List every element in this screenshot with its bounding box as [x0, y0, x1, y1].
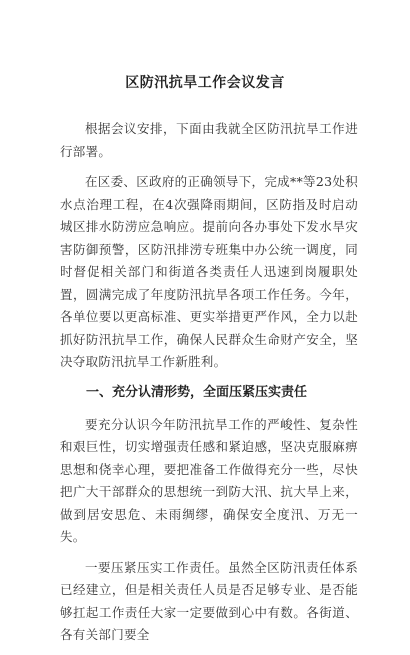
section-heading: 一、充分认清形势，全面压紧压实责任 [86, 384, 308, 400]
document-title: 区防汛抗旱工作会议发言 [125, 75, 285, 91]
section-paragraph: 要充分认识今年防汛抗旱工作的严峻性、复杂性和艰巨性，切实增强责任感和紧迫感，坚决克服麻痹思想和侥幸心理，要把准备工作做得充分一些，尽快把广大干部群众的思想统一到防大汛、抗大旱上来，做到居安思危、未雨绸缪，确保安全度汛、万无一失。 [60, 416, 358, 544]
section-paragraph: 一要压紧压实工作责任。虽然全区防汛责任体系已经建立，但是相关责任人员是否足够专业、是否能够扛起工作责任大家一定要做到心中有数。各街道、各有关部门要全 [60, 559, 358, 642]
intro-paragraph: 根据会议安排，下面由我就全区防汛抗旱工作进行部署。 [60, 121, 358, 159]
summary-paragraph: 在区委、区政府的正确领导下，完成**等23处积水点治理工程，在4次强降雨期间，区防指及时启动城区排水防涝应急响应。提前向各办事处下发水旱灾害防御预警，区防汛排涝专班集中办公统一调度，同时督促相关部门和街道各类责任人迅速到岗履职处置，圆满完成了年度防汛抗旱各项工作任务。今年，各单位要以更高标准、更实举措更严作风，全力以赴抓好防汛抗旱工作，确保人民群众生命财产安全，坚决夺取防汛抗旱工作新胜利。 [60, 174, 358, 369]
document-body [60, 118, 358, 655]
